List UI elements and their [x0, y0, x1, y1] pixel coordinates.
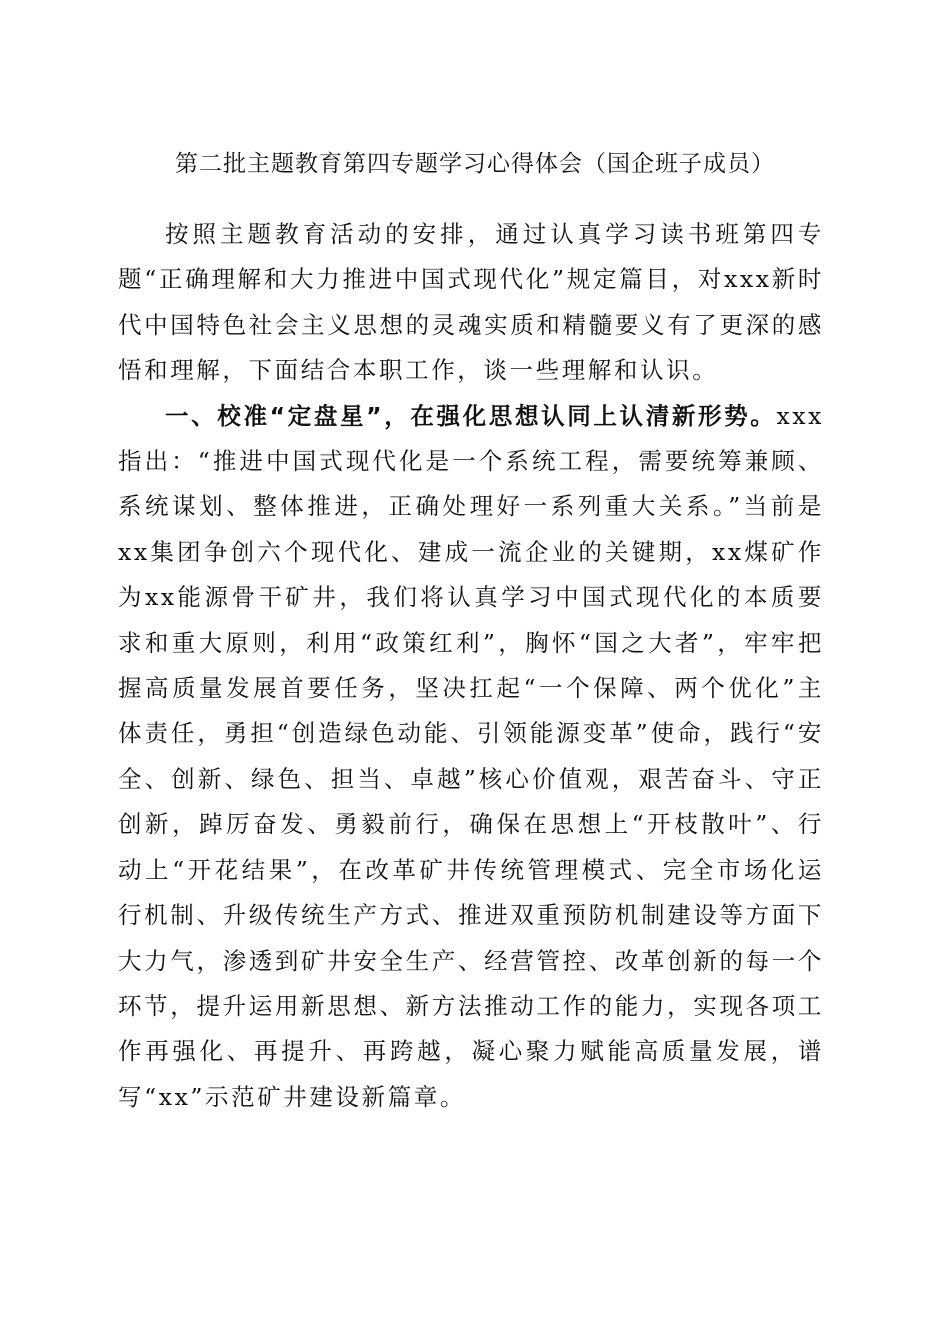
section-one-paragraph	[118, 394, 824, 1121]
intro-paragraph: 按照主题教育活动的安排，通过认真学习读书班第四专题“正确理解和大力推进中国式现代化”规定篇目，对xxx新时代中国特色社会主义思想的灵魂实质和精髓要义有了更深的感悟和理解，下面结合本职工作，谈一些理解和认识。	[118, 220, 824, 385]
document-body	[118, 212, 824, 1120]
document-title: 第二批主题教育第四专题学习心得体会（国企班子成员）	[175, 151, 775, 177]
section-one-body: xxx指出：“推进中国式现代化是一个系统工程，需要统筹兼顾、系统谋划、整体推进，正确处理好一系列重大关系。”当前是xx集团争创六个现代化、建成一流企业的关键期，xx煤矿作为xx能源骨干矿井，我们将认真学习中国式现代化的本质要求和重大原则，利用“政策红利”，胸怀“国之大者”，牢牢把握高质量发展首要任务，坚决扛起“一个保障、两个优化”主体责任，勇担“创造绿色动能、引领能源变革”使命，践行“安全、创新、绿色、担当、卓越”核心价值观，艰苦奋斗、守正创新，踔厉奋发、勇毅前行，确保在思想上“开枝散叶”、行动上“开花结果”，在改革矿井传统管理模式、完全市场化运行机制、升级传统生产方式、推进双重预防机制建设等方面下大力气，渗透到矿井安全生产、经营管控、改革创新的每一个环节，提升运用新思想、新方法推动工作的能力，实现各项工作再强化、再提升、再跨越，凝心聚力赋能高质量发展，谱写“xx”示范矿井建设新篇章。	[118, 401, 824, 1111]
section-one-heading: 一、校准“定盘星”，在强化思想认同上认清新形势。	[165, 401, 777, 430]
